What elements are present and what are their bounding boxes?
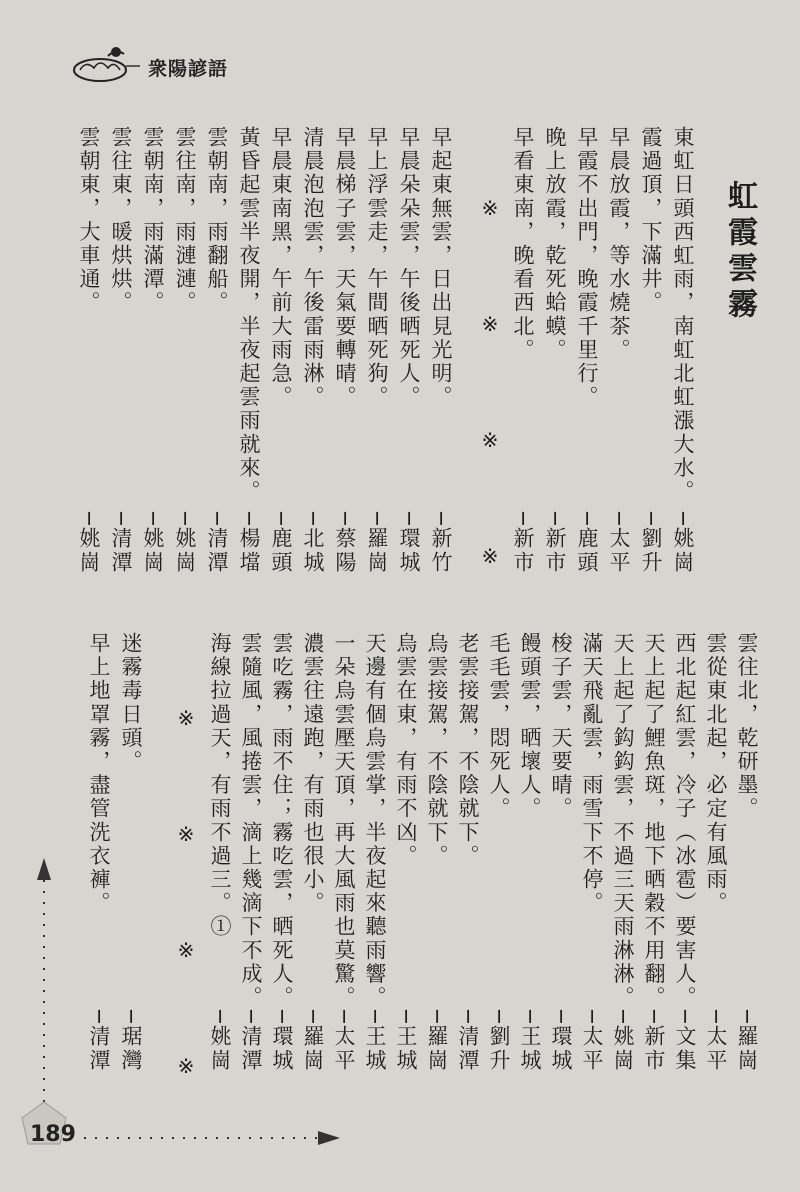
saying-text: 天上起了鈎鈎雲，不過三天雨淋淋。 <box>611 632 635 1010</box>
source-label: ─王城 <box>518 1010 542 1073</box>
source-label: ─姚崗 <box>173 512 197 575</box>
source-label: ─鹿頭 <box>269 512 293 575</box>
source-label: ─姚崗 <box>208 1010 232 1073</box>
source-label: ─清潭 <box>87 1010 111 1073</box>
saying-text: 一朵烏雲壓天頂，再大風雨也莫驚。 <box>332 632 356 1010</box>
saying-text: 饅頭雲，晒壞人。 <box>518 632 542 821</box>
saying-text: 霞過頂，下滿井。 <box>639 126 663 315</box>
source-label: ─北城 <box>301 512 325 575</box>
source-label: ─環城 <box>397 512 421 575</box>
saying-text: 梭子雲，天要晴。 <box>549 632 573 821</box>
saying-text: 滿天飛亂雲，雨雪下不停。 <box>580 632 604 916</box>
saying-text: 天上起了鯉魚斑，地下晒穀不用翻。 <box>642 632 666 1010</box>
header-title: 衆陽諺語 <box>148 58 229 80</box>
source-label: ─王城 <box>363 1010 387 1073</box>
arrow-right-icon <box>318 1131 340 1145</box>
source-label: ─太平 <box>607 512 631 575</box>
saying-text: 東虹日頭西虹雨，南虹北虹漲大水。 <box>671 126 695 504</box>
source-label: ─姚崗 <box>141 512 165 575</box>
source-label: ─新市 <box>511 512 535 575</box>
saying-text: 清晨泡泡雲，午後雷雨淋。 <box>301 126 325 410</box>
source-label: ─蔡陽 <box>333 512 357 575</box>
saying-text: 早霞不出門，晚霞千里行。 <box>575 126 599 410</box>
source-label: ─羅崗 <box>425 1010 449 1073</box>
saying-text: 晚上放霞，乾死蛤蟆。 <box>543 126 567 362</box>
arrow-up-icon <box>37 858 51 880</box>
saying-text: 早晨朵朵雲，午後晒死人。 <box>397 126 421 410</box>
source-label: ─太平 <box>332 1010 356 1073</box>
saying-text: 烏雲接駕，不陰就下。 <box>425 632 449 868</box>
source-label: ─王城 <box>394 1010 418 1073</box>
saying-text: 老雲接駕，不陰就下。 <box>456 632 480 868</box>
saying-text: 雲吃霧，雨不住；霧吃雲，晒死人。 <box>270 632 294 1010</box>
saying-text: 雲往東，暖烘烘。 <box>109 126 133 315</box>
saying-text: 早晨梯子雲，天氣要轉晴。 <box>333 126 357 410</box>
source-label: ─姚崗 <box>77 512 101 575</box>
source-label: ─清潭 <box>205 512 229 575</box>
source-label: ─羅崗 <box>735 1010 759 1073</box>
source-label: ─鹿頭 <box>575 512 599 575</box>
source-label: ─新市 <box>642 1010 666 1073</box>
saying-text: 濃雲往遠跑，有雨也很小。 <box>301 632 325 916</box>
saying-text: 烏雲在東，有雨不凶。 <box>394 632 418 868</box>
source-label: ─文集 <box>673 1010 697 1073</box>
page-number: 189 <box>30 1122 76 1147</box>
saying-text: 迷霧毒日頭。 <box>119 632 143 774</box>
saying-text: 雲往南，雨漣漣。 <box>173 126 197 315</box>
saying-text: 海線拉過天，有雨不過三。① <box>208 632 232 939</box>
saying-text: 毛毛雲，悶死人。 <box>487 632 511 821</box>
source-label: ─羅崗 <box>301 1010 325 1073</box>
section-separator: ※ ※ ※ ※ <box>174 706 198 1114</box>
saying-text: 西北起紅雲，冷子（冰雹）要害人。 <box>673 632 697 1010</box>
source-label: ─新市 <box>543 512 567 575</box>
source-label: ─楊壋 <box>237 512 261 575</box>
saying-text: 天邊有個烏雲掌，半夜起來聽雨響。 <box>363 632 387 1010</box>
saying-text: 雲朝東，大車通。 <box>77 126 101 315</box>
source-label: ─姚崗 <box>671 512 695 575</box>
source-label: ─環城 <box>270 1010 294 1073</box>
section-title: 虹霞雲霧 <box>722 180 757 324</box>
source-label: ─環城 <box>549 1010 573 1073</box>
source-label: ─清潭 <box>109 512 133 575</box>
source-label: ─劉升 <box>639 512 663 575</box>
saying-text: 早晨東南黑，午前大雨急。 <box>269 126 293 410</box>
source-label: ─太平 <box>580 1010 604 1073</box>
source-label: ─太平 <box>704 1010 728 1073</box>
source-label: ─姚崗 <box>611 1010 635 1073</box>
source-label: ─新竹 <box>429 512 453 575</box>
saying-text: 黃昏起雲半夜開，半夜起雲雨就來。 <box>237 126 261 504</box>
saying-text: 早看東南，晚看西北。 <box>511 126 535 362</box>
saying-text: 早上浮雲走，午間晒死狗。 <box>365 126 389 410</box>
source-label: ─清潭 <box>456 1010 480 1073</box>
saying-text: 雲朝南，雨翻船。 <box>205 126 229 315</box>
saying-text: 早起東無雲，日出見光明。 <box>429 126 453 410</box>
source-label: ─劉升 <box>487 1010 511 1073</box>
source-label: ─清潭 <box>239 1010 263 1073</box>
saying-text: 雲從東北起，必定有風雨。 <box>704 632 728 916</box>
section-separator: ※ ※ ※ ※ <box>478 196 502 604</box>
source-label: ─羅崗 <box>365 512 389 575</box>
saying-text: 早晨放霞，等水燒茶。 <box>607 126 631 362</box>
saying-text: 早上地罩霧，盡管洗衣褲。 <box>87 632 111 916</box>
saying-text: 雲往北，乾研墨。 <box>735 632 759 821</box>
source-label: ─琚灣 <box>119 1010 143 1073</box>
saying-text: 雲隨風，風捲雲，滴上幾滴下不成。 <box>239 632 263 1010</box>
saying-text: 雲朝南，雨滿潭。 <box>141 126 165 315</box>
